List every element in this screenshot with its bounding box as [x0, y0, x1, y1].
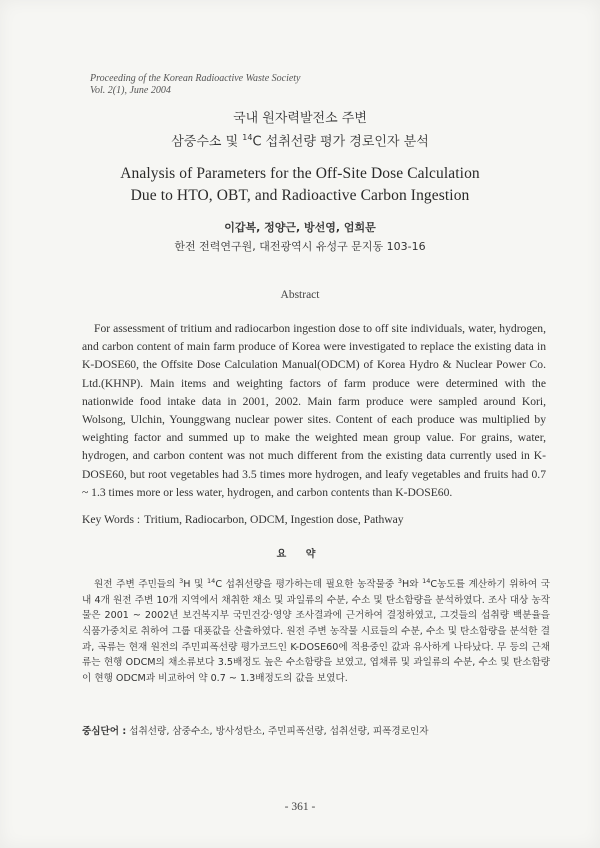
english-title-line1: Analysis of Parameters for the Off-Site Dose Calculation [120, 165, 480, 182]
korean-abstract-text: C농도를 계산하기 위하여 국내 4개 원전 주변 10개 지역에서 채취한 채소 및 과일류의 수분, 수소 및 탄소함량을 분석하였다. 조사 대상 농작물은 2001 ~ 2002년 보건복지부 국민건강·영양 조사결과에 근거하여 결정하였고, 그것들의 섭취량 백분율을 식품가중치로 취하여 그룹 대푯값을 산출하였다. 원전 주변 농작물 시료들의 수분, 수소 및 탄소함량을 분석한 결과, 곡류는 현재 원전의 주민피폭선량 평가코드인 K-DOSE60에 적용중인 값과 유사하게 나타났다. 무 등의 근채류는 현행 ODCM의 채소류보다 3.5배정도 높은 수소함량을 보였고, 엽채류 및 과일류의 수분, 수소 및 탄소함량이 현행 ODCM과 비교하여 약 0.7 ~ 1.3배정도의 값을 보였다. [82, 579, 551, 684]
korean-title-line2-pre: 삼중수소 및 [171, 134, 243, 150]
korean-keywords-label: 중심단어 : [82, 726, 127, 737]
korean-abstract-text: H와 [401, 579, 423, 591]
abstract-body: For assessment of tritium and radiocarbon ingestion dose to off site individuals, water, hydrogen, and carbon content of main farm produce of Korea were investigated to replace the existing data in K-DOSE60, the Offsite Dose Calculation Manual(ODCM) of Korea Hydro & Nuclear Power Co. Ltd.(KHNP). Main items and weighting factors of farm produce were determined with the nationwide food intake data in 2001, 2002. Main farm produce were sampled around Kori, Wolsong, Ulchin, Younggwang nuclear power sites. Content of each produce was multiplied by weighting factor and summed up to make the weighted mean group value. For grains, water, hydrogen, and carbon content was not much different from the existing data currently used in K-DOSE60, but root vegetables had 3.5 times more hydrogen, and leafy vegetables and fruits had 0.7 ~ 1.3 times more or less water, hydrogen, and carbon contents than K-DOSE60. [82, 322, 546, 499]
superscript: 3 [397, 577, 402, 585]
english-title-line2: Due to HTO, OBT, and Radioactive Carbon Ingestion [130, 187, 470, 204]
proceeding-volume: Vol. 2(1), June 2004 [90, 85, 171, 96]
superscript: 14 [422, 577, 431, 585]
author-names: 이갑복, 정양근, 방선영, 엄희문 [224, 221, 376, 234]
superscript: 14 [207, 577, 216, 585]
korean-title [0, 109, 600, 151]
english-title [0, 163, 600, 207]
korean-title-line2-post: C 섭취선량 평가 경로인자 분석 [252, 134, 429, 150]
korean-title-superscript: 14 [242, 133, 253, 142]
author-block [0, 218, 600, 256]
keywords-value: Tritium, Radiocarbon, ODCM, Ingestion dose, Pathway [144, 513, 404, 526]
proceeding-header [90, 73, 301, 97]
keywords-label: Key Words : [82, 513, 141, 526]
abstract-heading: Abstract [280, 289, 320, 301]
proceeding-title: Proceeding of the Korean Radioactive Waste Society [90, 73, 301, 84]
korean-title-line1: 국내 원자력발전소 주변 [233, 111, 367, 126]
superscript: 3 [179, 577, 184, 585]
korean-abstract-body [82, 574, 550, 686]
korean-keywords-value: 섭취선량, 삼중수소, 방사성탄소, 주민피폭선량, 섭취선량, 피폭경로인자 [129, 726, 429, 737]
author-affiliation: 한전 전력연구원, 대전광역시 유성구 문지동 103-16 [174, 240, 426, 253]
page-number: - 361 - [284, 801, 316, 813]
keywords-line [82, 513, 404, 526]
korean-abstract-text: C 섭취선량을 평가하는데 필요한 농작물중 [215, 579, 398, 591]
korean-abstract-text: 원전 주변 주민들의 [94, 579, 180, 591]
korean-title-line2 [0, 128, 600, 151]
korean-abstract-heading: 요 약 [276, 549, 324, 560]
korean-keywords-line [82, 723, 429, 737]
korean-abstract-text: H 및 [183, 579, 208, 591]
